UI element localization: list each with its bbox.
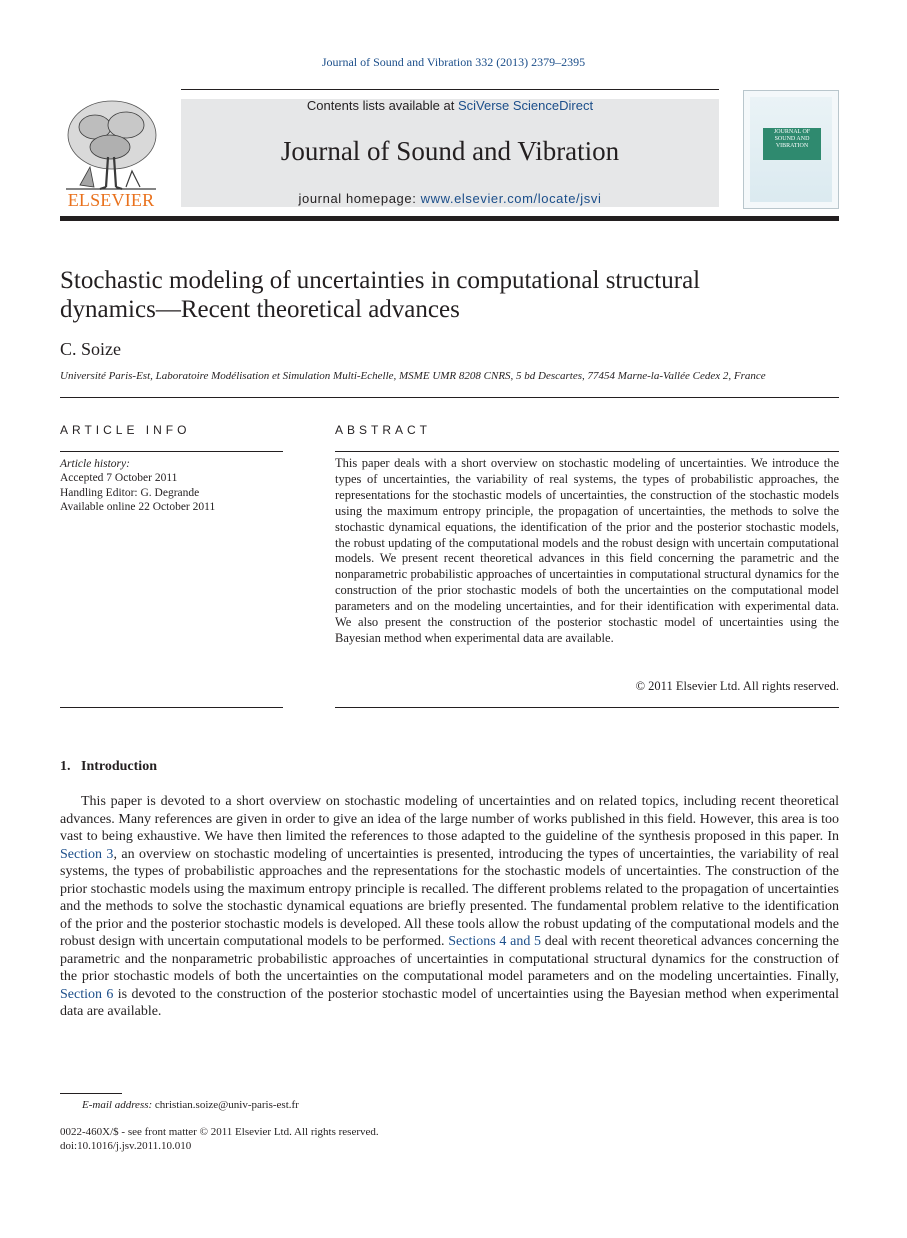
intro-text-3: deal with recent theoretical advances concerning the parametric and the nonparametric probabilistic approaches of uncertainties in computational structural dynamics for the construction of the prior stochastic models of both the uncertainties on the computational model parameters and on the modeling uncertainties. Finally,	[60, 934, 840, 984]
journal-cover-thumbnail[interactable]	[743, 90, 839, 209]
article-title-line2: dynamics—Recent theoretical advances	[60, 296, 460, 323]
abstract-copyright: © 2011 Elsevier Ltd. All rights reserved.	[635, 679, 839, 693]
abstract-rule-bottom	[335, 707, 839, 708]
email-label: E-mail address:	[82, 1099, 153, 1111]
header-top-rule	[181, 89, 719, 90]
author-affiliation: Université Paris-Est, Laboratoire Modélisation et Simulation Multi-Echelle, MSME UMR 8208 CNRS, 5 bd Descartes, 77454 Marne-la-Vallée Cedex 2, France	[60, 370, 766, 382]
abstract-text: This paper deals with a short overview on stochastic modeling of uncertainties. We introduce the types of uncertainties, the variability of real systems, the types of probabilistic approaches, the representations for the stochastic models of uncertainties, the construction of the stochastic models using the maximum entropy principle, the propagation of uncertainties, the methods to solve the stochastic dynamical equations, the identification of the prior and the posterior stochastic models, the robust updating of the computational models and the robust design with uncertain computational models. We present recent theoretical advances in this field concerning the parametric and the nonparametric probabilistic approaches of uncertainties in computational structural dynamics for the construction of the prior stochastic models of both the uncertainties on the computational model parameters and on the modeling uncertainties, and for their identification with experimental data. We also present the construction of the posterior stochastic model of uncertainties using the Bayesian method when experimental data are available.	[335, 456, 839, 645]
article-info-rule-top	[60, 451, 283, 452]
homepage-prefix: journal homepage:	[298, 191, 421, 206]
author-name: C. Soize	[60, 339, 121, 359]
history-editor: Handling Editor: G. Degrande	[60, 486, 200, 499]
journal-title: Journal of Sound and Vibration	[280, 136, 620, 166]
history-label: Article history:	[60, 458, 130, 470]
contents-prefix: Contents lists available at	[306, 98, 458, 113]
homepage-link[interactable]: www.elsevier.com/locate/jsvi	[420, 191, 602, 206]
intro-text-1: This paper is devoted to a short overview on stochastic modeling of uncertainties and on related topics, including recent theoretical advances. Many references are given in order to give an idea of the large number of works published in this field. However, this area is too vast to being exhaustive. We have then limited the references to those adapted to the guideline of the synthesis proposed in this paper. In	[60, 794, 839, 844]
abstract-heading: ABSTRACT	[335, 423, 432, 437]
sections-4-5-link[interactable]: Sections 4 and 5	[448, 934, 542, 949]
elsevier-logo-text: ELSEVIER	[67, 190, 155, 210]
section-heading-introduction: 1. Introduction	[60, 759, 157, 774]
email-address[interactable]: christian.soize@univ-paris-est.fr	[152, 1099, 299, 1111]
history-accepted: Accepted 7 October 2011	[60, 472, 178, 485]
homepage-line	[181, 191, 719, 206]
intro-text-4: is devoted to the construction of the posterior stochastic model of uncertainties using the Bayesian method when experimental data are available.	[60, 986, 839, 1019]
history-online: Available online 22 October 2011	[60, 500, 216, 513]
section-3-link[interactable]: Section 3	[60, 846, 114, 862]
header-thick-rule	[60, 216, 839, 221]
issn-line: 0022-460X/$ - see front matter © 2011 Elsevier Ltd. All rights reserved.	[60, 1126, 379, 1138]
intro-text-2: , an overview on stochastic modeling of uncertainties is presented, introducing the types of uncertainties, the variability of real systems, the types of probabilistic approaches and the representations for the stochastic models of uncertainties. The construction of the prior stochastic models using the maximum entropy principle is recalled. The different problems related to the propagation of uncertainties and the methods to solve the stochastic dynamical equations are briefly presented. The fundamental problem relative to the identification of the prior and the posterior stochastic models is developed. All these tools allow the robust updating of the computational models and the robust design with uncertain computational models to be performed.	[60, 846, 839, 949]
article-title-line1: Stochastic modeling of uncertainties in computational structural	[60, 267, 701, 294]
contents-line	[181, 98, 719, 113]
journal-citation[interactable]: Journal of Sound and Vibration 332 (2013) 2379–2395	[321, 55, 586, 69]
cover-title: JOURNAL OF SOUND AND VIBRATION	[773, 129, 811, 149]
email-footnote	[82, 1099, 299, 1111]
introduction-paragraph	[60, 793, 839, 1021]
abstract-rule-top	[335, 451, 839, 452]
article-title	[60, 266, 839, 324]
article-info-rule-bottom	[60, 707, 283, 708]
affiliation-rule	[60, 397, 839, 398]
section-6-link[interactable]: Section 6	[60, 986, 114, 1002]
article-info-heading: ARTICLE INFO	[60, 423, 191, 437]
sciencedirect-link[interactable]: SciVerse ScienceDirect	[457, 98, 594, 113]
article-history	[60, 457, 215, 514]
doi-line[interactable]: doi:10.1016/j.jsv.2011.10.010	[60, 1140, 192, 1152]
footnote-rule	[60, 1093, 122, 1094]
